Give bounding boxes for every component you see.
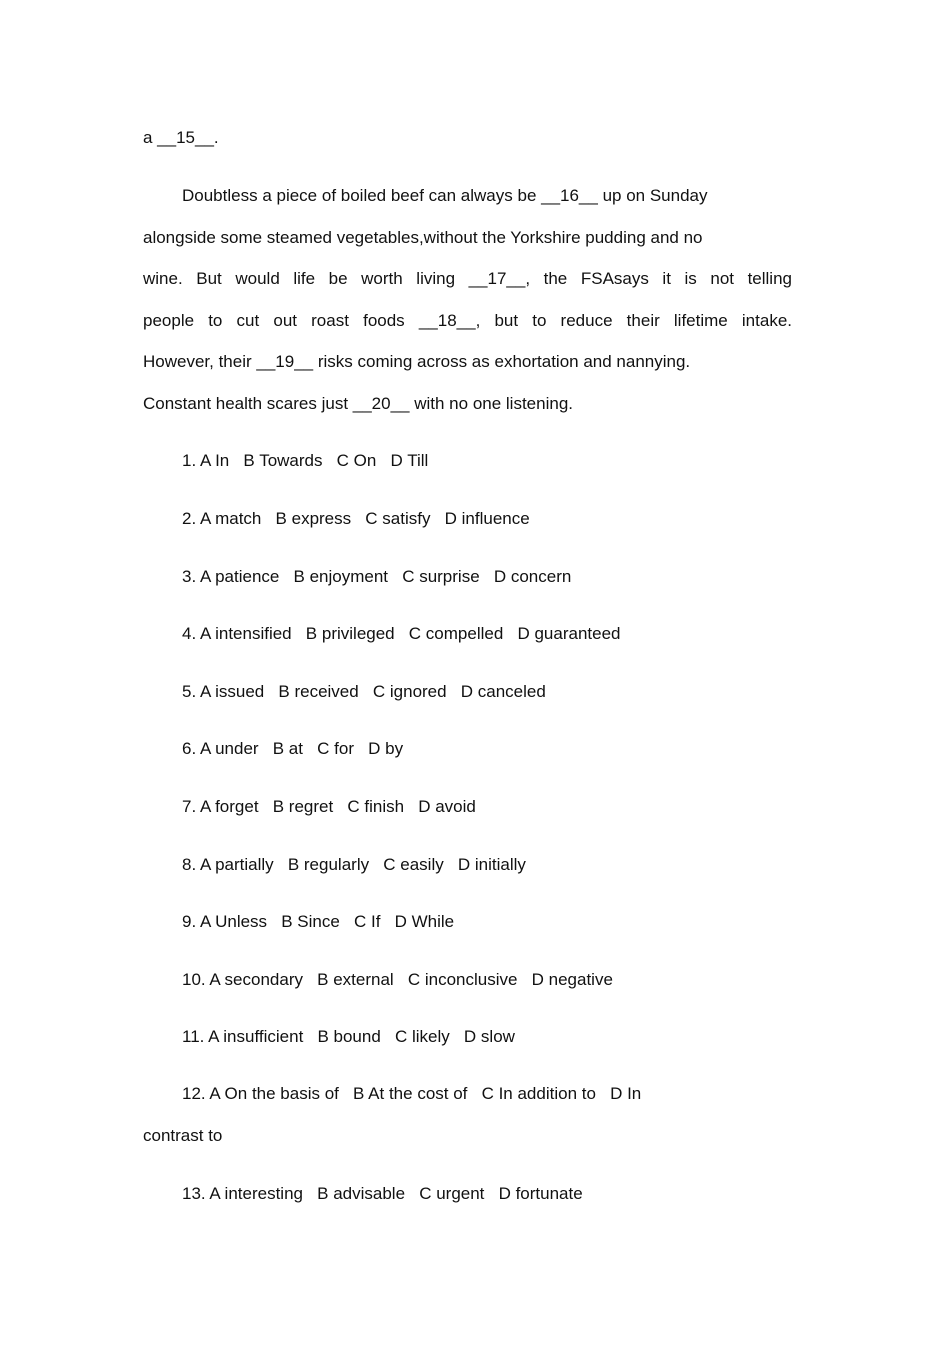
question-item: 2. A match B express C satisfy D influence bbox=[182, 509, 530, 528]
question-item: 9. A Unless B Since C If D While bbox=[182, 912, 455, 931]
question-item: 12. A On the basis of B At the cost of C In addition to D In bbox=[182, 1084, 642, 1103]
question-item: 13. A interesting B advisable C urgent D fortunate bbox=[182, 1184, 583, 1203]
passage-line: a __15__. bbox=[143, 128, 219, 147]
passage-line: alongside some steamed vegetables,without the Yorkshire pudding and no bbox=[143, 228, 703, 247]
passage-line: Constant health scares just __20__ with no one listening. bbox=[143, 394, 573, 413]
question-item: 5. A issued B received C ignored D canceled bbox=[182, 682, 546, 701]
question-item: 6. A under B at C for D by bbox=[182, 739, 404, 758]
question-item: 7. A forget B regret C finish D avoid bbox=[182, 797, 476, 816]
question-item: 11. A insufficient B bound C likely D slow bbox=[182, 1027, 515, 1046]
passage-line: wine. But would life be worth living __17__, the FSAsays it is not telling bbox=[143, 269, 792, 288]
passage-line: However, their __19__ risks coming across as exhortation and nannying. bbox=[143, 352, 691, 371]
question-item: 1. A In B Towards C On D Till bbox=[182, 451, 429, 470]
question-item: 10. A secondary B external C inconclusive D negative bbox=[182, 970, 613, 989]
passage-line: people to cut out roast foods __18__, but to reduce their lifetime intake. bbox=[143, 311, 792, 330]
question-item: 4. A intensified B privileged C compelled D guaranteed bbox=[182, 624, 621, 643]
question-item: 8. A partially B regularly C easily D initially bbox=[182, 855, 526, 874]
passage-line: Doubtless a piece of boiled beef can always be __16__ up on Sunday bbox=[182, 186, 708, 205]
question-item-continuation: contrast to bbox=[143, 1126, 223, 1145]
question-item: 3. A patience B enjoyment C surprise D concern bbox=[182, 567, 572, 586]
